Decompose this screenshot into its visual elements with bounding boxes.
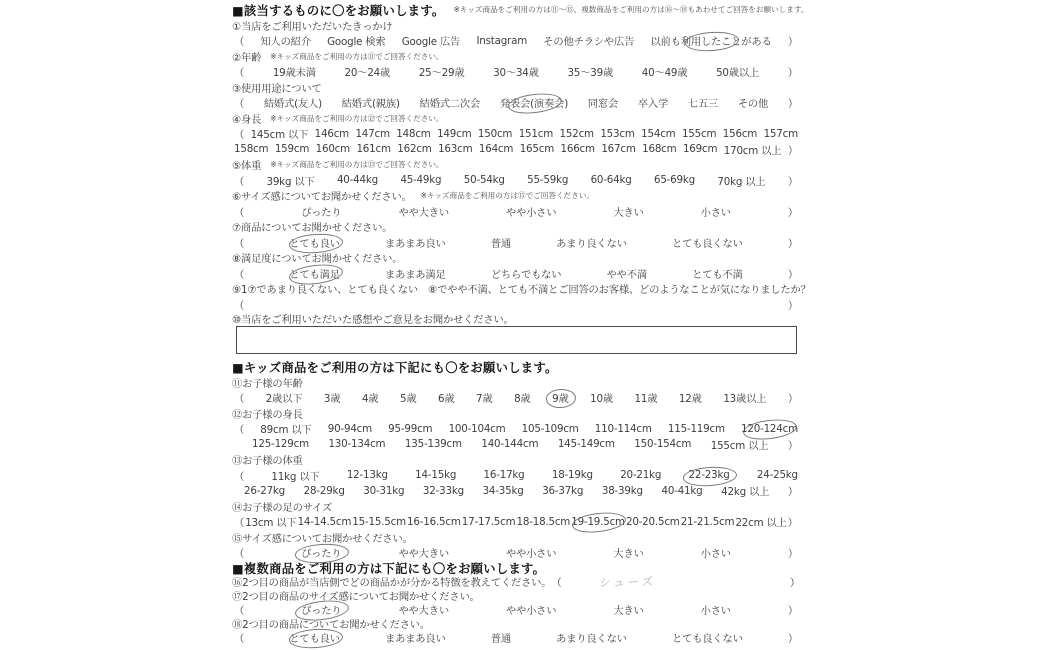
option: 40-41kg — [661, 484, 703, 497]
question-label: ⑭お子様の足のサイズ — [232, 501, 333, 514]
answer-bracket-close: ） — [787, 393, 798, 406]
option: 163cm — [438, 143, 473, 156]
option: 155cm — [681, 127, 717, 140]
option: とても満足 — [289, 268, 340, 281]
question-label: ⑬お子様の体重 — [232, 455, 303, 468]
option: 12-13kg — [346, 469, 388, 482]
question-label: ⑪お子様の年齢 — [232, 377, 303, 390]
section-title: ■該当するものに〇をお願いします。 — [232, 3, 445, 18]
option: 110-114cm — [594, 422, 652, 435]
option: 149cm — [437, 127, 472, 140]
option: 160cm — [315, 143, 350, 156]
option: 147cm — [355, 127, 390, 140]
option: 30〜34歳 — [493, 67, 539, 80]
option: 13歳以上 — [723, 393, 767, 406]
section-note: ※キッズ商品をご利用の方は⑪〜⑮、複数商品をご利用の方は⑯〜⑱もあわせてご回答をお願いします。 — [453, 5, 809, 15]
option: どちらでもない — [490, 268, 562, 281]
question-label: ⑤体重 — [232, 160, 262, 173]
option: 55-59kg — [527, 174, 569, 187]
answer-bracket-open: （ — [234, 393, 245, 406]
option: 28-29kg — [303, 484, 345, 497]
option: 65-69kg — [653, 174, 695, 187]
option: 以前も利用したことがある — [650, 36, 772, 49]
option: 16-17kg — [483, 469, 525, 482]
option: とても良くない — [672, 633, 743, 645]
option: 卒入学 — [637, 98, 669, 111]
answer-bracket-close: ） — [787, 67, 798, 80]
option: 154cm — [641, 127, 676, 140]
option: 結婚式(友人) — [263, 98, 322, 111]
option: 同窓会 — [587, 98, 619, 111]
question-label-row — [232, 111, 800, 127]
option: 25〜29歳 — [418, 67, 465, 80]
option: 6歳 — [438, 393, 455, 406]
option: 発表会(演奏会) — [499, 98, 569, 111]
question-label-row — [232, 49, 800, 65]
option: 七五三 — [687, 98, 719, 111]
option: 11kg 以下 — [271, 470, 320, 483]
option: ぴったり — [301, 548, 342, 561]
option: やや大きい — [398, 605, 449, 617]
option: 5歳 — [399, 393, 417, 406]
option: 普通 — [490, 633, 511, 645]
question-note: ※キッズ商品をご利用の方は⑪でご回答ください。 — [270, 51, 444, 61]
question-label-row — [232, 281, 811, 297]
option: 167cm — [601, 143, 636, 156]
option: 170cm 以上 — [723, 144, 782, 157]
question-label: ⑱2つ目の商品についてお聞かせください。 — [232, 619, 430, 631]
answer-bracket-close: ） — [787, 517, 798, 530]
option: 45-49kg — [400, 174, 442, 187]
option: 162cm — [397, 143, 432, 156]
question-label-row — [232, 530, 800, 546]
question-label: ③使用用途について — [232, 82, 322, 95]
answer-bracket-close: ） — [789, 577, 800, 589]
options-row — [232, 266, 800, 282]
question-label-row — [232, 499, 800, 515]
option: 大きい — [613, 548, 644, 561]
option: その他チラシや広告 — [543, 36, 635, 49]
question-label: ⑫お子様の身長 — [232, 408, 303, 421]
question-label-row — [232, 80, 800, 96]
option: Instagram — [476, 34, 528, 47]
option: 146cm — [314, 127, 349, 140]
option: 小さい — [700, 605, 731, 617]
options-row — [232, 421, 800, 437]
options-row — [232, 33, 800, 49]
answer-bracket-open: （ — [234, 470, 245, 483]
question-label: ⑯2つ目の商品が当店側でどの商品かが分かる特徴を教えてください。 — [232, 577, 552, 589]
question-note: ※キッズ商品をご利用の方は⑬でご回答ください。 — [270, 160, 444, 170]
option: 20-20.5cm — [625, 515, 680, 528]
option: Google 広告 — [401, 36, 461, 49]
option: 20〜24歳 — [344, 67, 391, 80]
options-row — [232, 126, 800, 142]
option: やや大きい — [398, 206, 449, 219]
option: 大きい — [613, 605, 644, 617]
free-answer-line — [232, 297, 800, 313]
option: 145cm 以下 — [250, 129, 309, 142]
option: 150-154cm — [634, 438, 692, 451]
option: 130-134cm — [328, 438, 386, 451]
options-row — [232, 468, 800, 484]
option: とても良い — [289, 237, 340, 250]
option: 145-149cm — [557, 438, 615, 451]
option: 22-23kg — [688, 469, 730, 482]
options-row — [232, 390, 800, 406]
option: まあまあ良い — [384, 633, 446, 645]
option: 15-15.5cm — [352, 515, 406, 528]
option: 18-18.5cm — [516, 515, 571, 528]
options-row — [232, 603, 800, 617]
option: 157cm — [763, 127, 798, 140]
answer-bracket-open: （ — [234, 98, 245, 111]
option: 4歳 — [361, 393, 379, 406]
option: 89cm 以下 — [260, 424, 312, 437]
answer-bracket-close: ） — [787, 237, 798, 250]
option: 155cm 以上 — [710, 439, 769, 452]
option: 153cm — [600, 127, 635, 140]
option: 9歳 — [552, 393, 569, 406]
option: 60-64kg — [590, 174, 632, 187]
inline-answer-line — [232, 575, 800, 589]
option: 普通 — [490, 237, 511, 250]
answer-bracket-close: ） — [787, 299, 798, 312]
option: とても不満 — [692, 268, 743, 281]
option: 知人の紹介 — [260, 36, 311, 49]
answer-bracket-close: ） — [787, 206, 798, 219]
option: やや小さい — [505, 206, 557, 219]
answer-bracket-open: （ — [234, 299, 245, 312]
option: 165cm — [519, 143, 555, 156]
question-label: ⑰2つ目の商品のサイズ感についてお聞かせください。 — [232, 591, 480, 603]
option: とても良くない — [672, 237, 743, 250]
question-label: ⑧満足度についてお聞かせください。 — [232, 253, 403, 266]
question-label: ⑨1⑦であまり良くない、とても良くない ⑧でやや不満、とても不満とご回答のお客様、どのようなことが気になりましたか？ — [232, 284, 811, 297]
option: 166cm — [560, 143, 595, 156]
options-row — [232, 64, 800, 80]
option: 結婚式(親族) — [341, 98, 400, 111]
option: 10歳 — [590, 393, 613, 406]
option: 20-21kg — [620, 469, 662, 482]
answer-bracket-open: （ — [234, 67, 245, 80]
question-label-row — [232, 18, 800, 34]
option: 135-139cm — [404, 438, 462, 451]
option: 13cm 以下 — [245, 517, 297, 530]
options-row — [232, 173, 800, 189]
answer-bracket-close: ） — [787, 605, 798, 617]
option: 50-54kg — [463, 174, 505, 187]
option: 大きい — [613, 206, 644, 219]
options-row — [232, 483, 800, 499]
answer-bracket-close: ） — [787, 144, 798, 157]
answer-bracket-close: ） — [787, 439, 798, 452]
options-row — [232, 437, 800, 453]
answer-bracket-open: （ — [551, 577, 562, 589]
option: 125-129cm — [252, 438, 309, 451]
answer-bracket-open: （ — [234, 548, 245, 561]
option: 90-94cm — [327, 422, 372, 435]
answer-bracket-open: （ — [234, 633, 245, 645]
handwritten-answer: シューズ — [599, 573, 657, 590]
option: 3歳 — [323, 393, 341, 406]
question-note: ※キッズ商品をご利用の方は⑫でご回答ください。 — [270, 113, 444, 123]
option: その他 — [737, 98, 769, 111]
option: 40〜49歳 — [641, 67, 688, 80]
option: 164cm — [478, 143, 514, 156]
options-row — [232, 235, 800, 251]
option: 14-15kg — [415, 469, 457, 482]
option: 24-25kg — [756, 469, 798, 482]
option: 18-19kg — [551, 469, 593, 482]
question-label-row — [232, 589, 800, 603]
option: 120-124cm — [741, 422, 798, 435]
question-label-row — [232, 375, 800, 391]
section-header-row — [232, 561, 800, 575]
option: 14-14.5cm — [297, 515, 352, 528]
option: 7歳 — [476, 393, 493, 406]
option: 8歳 — [514, 393, 531, 406]
option: 151cm — [518, 127, 554, 140]
options-row — [232, 631, 800, 645]
option: やや大きい — [398, 548, 449, 561]
option: 105-109cm — [521, 422, 579, 435]
section-header-row — [232, 359, 800, 375]
option: 40-44kg — [336, 174, 378, 187]
option: 34-35kg — [482, 484, 524, 497]
answer-bracket-close: ） — [787, 98, 798, 111]
question-label-row — [232, 250, 800, 266]
option: 30-31kg — [363, 484, 405, 497]
answer-bracket-open: （ — [234, 175, 245, 188]
option: 16-16.5cm — [407, 515, 461, 528]
answer-bracket-open: （ — [234, 268, 245, 281]
question-label-row — [232, 312, 800, 325]
question-label-row — [232, 157, 800, 173]
option: 158cm — [234, 143, 269, 156]
option: 152cm — [559, 127, 594, 140]
option: 17-17.5cm — [461, 515, 516, 528]
option: あまり良くない — [556, 633, 627, 645]
option: 169cm — [682, 143, 718, 156]
question-label: ①当店をご利用いただいたきっかけ — [232, 20, 393, 33]
option: あまり良くない — [556, 237, 627, 250]
option: 50歳以上 — [716, 67, 760, 80]
option: やや小さい — [505, 548, 557, 561]
section-title: ■キッズ商品をご利用の方は下記にも〇をお願いします。 — [232, 360, 558, 375]
answer-bracket-close: ） — [787, 175, 798, 188]
question-label-row — [232, 452, 800, 468]
option: 100-104cm — [448, 422, 506, 435]
answer-bracket-open: （ — [234, 517, 245, 530]
answer-bracket-close: ） — [787, 633, 798, 645]
answer-bracket-close: ） — [787, 548, 798, 561]
question-label: ⑮サイズ感についてお聞かせください。 — [232, 532, 413, 545]
option: 140-144cm — [481, 438, 539, 451]
options-row — [232, 142, 800, 158]
answer-bracket-close: ） — [787, 486, 798, 499]
option: 150cm — [477, 127, 513, 140]
option: 21-21.5cm — [680, 515, 735, 528]
option: 38-39kg — [601, 484, 643, 497]
option: 39kg 以下 — [266, 175, 315, 188]
option: ぴったり — [301, 605, 342, 617]
question-label: ⑦商品についてお聞かせください。 — [232, 222, 393, 235]
option: 168cm — [642, 143, 677, 156]
answer-bracket-open: （ — [234, 424, 245, 437]
answer-bracket-open: （ — [234, 36, 245, 49]
option: 115-119cm — [667, 422, 725, 435]
answer-bracket-close: ） — [787, 36, 798, 49]
question-label: ②年齢 — [232, 51, 262, 64]
answer-bracket-close: ） — [787, 268, 798, 281]
question-label-row — [232, 406, 800, 422]
answer-bracket-open: （ — [234, 605, 245, 617]
option: ぴったり — [301, 206, 342, 219]
question-label-row — [232, 617, 800, 631]
option: Google 検索 — [327, 36, 386, 49]
section-title: ■複数商品をご利用の方は下記にも〇をお願いします。 — [232, 561, 546, 576]
option: 2歳以下 — [265, 393, 303, 406]
option: 12歳 — [678, 393, 702, 406]
question-note: ※キッズ商品をご利用の方は⑮でご回答ください。 — [420, 191, 594, 201]
option: やや小さい — [505, 605, 557, 617]
option: 32-33kg — [422, 484, 464, 497]
question-label: ④身長 — [232, 113, 262, 126]
option: 159cm — [274, 143, 310, 156]
option: 22cm 以上 — [735, 517, 787, 530]
question-label-row — [232, 219, 800, 235]
option: 148cm — [396, 127, 431, 140]
option: 36-37kg — [542, 484, 584, 497]
option: 70kg 以上 — [717, 175, 766, 188]
option: 42kg 以上 — [721, 486, 770, 499]
survey-form — [232, 2, 811, 645]
options-row — [232, 95, 800, 111]
option: 161cm — [356, 143, 391, 156]
section-header-row — [232, 2, 809, 18]
answer-bracket-open: （ — [234, 237, 245, 250]
option: 95-99cm — [388, 422, 433, 435]
option: 小さい — [700, 206, 731, 219]
option: とても良い — [289, 633, 340, 645]
option: 35〜39歳 — [567, 67, 614, 80]
option: まあまあ満足 — [385, 268, 446, 281]
answer-bracket-open: （ — [234, 206, 245, 219]
question-label: ⑩当店をご利用いただいた感想やご意見をお聞かせください。 — [232, 314, 514, 326]
option: 19歳未満 — [272, 67, 316, 80]
option: 19-19.5cm — [571, 515, 625, 528]
options-row — [232, 204, 800, 220]
option: 156cm — [722, 127, 758, 140]
option: まあまあ良い — [384, 237, 446, 250]
options-row — [232, 514, 800, 530]
option: 26-27kg — [244, 484, 286, 497]
option: やや不満 — [606, 268, 647, 281]
option: 結婚式二次会 — [419, 98, 481, 111]
answer-bracket-open: （ — [234, 129, 245, 142]
question-label-row — [232, 188, 800, 204]
comment-box — [236, 326, 797, 354]
question-label: ⑥サイズ感についてお聞かせください。 — [232, 191, 412, 204]
option: 小さい — [700, 548, 731, 561]
option: 11歳 — [634, 393, 658, 406]
